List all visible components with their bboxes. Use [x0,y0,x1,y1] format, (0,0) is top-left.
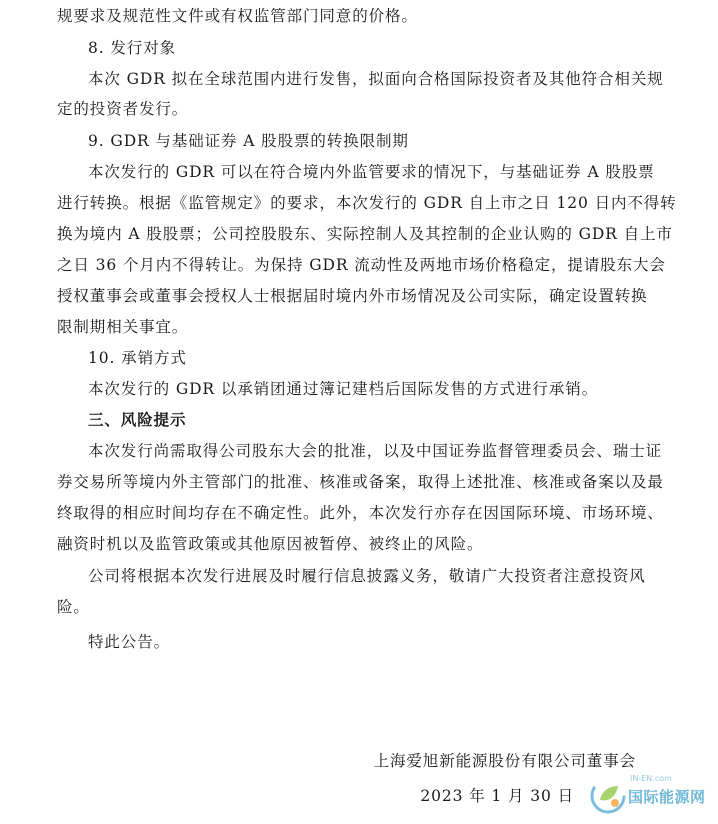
section-heading-8: 8. 发行对象 [88,39,177,57]
watermark-logo [588,770,716,820]
text-line: 融资时机以及监管政策或其他原因被暂停、被终止的风险。 [57,535,484,553]
text-line: 定的投资者发行。 [57,100,189,118]
signature-date: 2023 年 1 月 30 日 [420,787,574,805]
text-line: 规要求及规范性文件或有权监管部门同意的价格。 [57,7,418,25]
text-line: 本次发行的 GDR 以承销团通过簿记建档后国际发售的方式进行承销。 [88,380,599,398]
text-line: 本次发行尚需取得公司股东大会的批准，以及中国证券监督管理委员会、瑞士证 [88,442,663,460]
signature-company: 上海爱旭新能源股份有限公司董事会 [373,752,636,770]
watermark-site: IN-EN.com [630,774,672,783]
text-line: 本次 GDR 拟在全球范围内进行发售，拟面向合格国际投资者及其他符合相关规 [88,70,664,88]
text-line: 券交易所等境内外主管部门的批准、核准或备案，取得上述批准、核准或备案以及最 [57,473,664,491]
text-line: 换为境内 A 股股票；公司控股股东、实际控制人及其控制的企业认购的 GDR 自上市 [57,225,673,243]
section-heading-10: 10. 承销方式 [88,349,187,367]
text-line: 授权董事会或董事会授权人士根据届时境内外市场情况及公司实际，确定设置转换 [57,287,648,305]
section-heading-9: 9. GDR 与基础证券 A 股股票的转换限制期 [88,132,409,150]
text-line: 限制期相关事宜。 [57,318,189,336]
watermark-name: 国际能源网 [628,788,706,806]
text-line: 终取得的相应时间均存在不确定性。此外，本次发行亦存在因国际环境、市场环境、 [57,504,664,522]
text-line: 险。 [57,598,90,616]
text-line: 进行转换。根据《监管规定》的要求，本次发行的 GDR 自上市之日 120 日内不得转 [57,194,677,212]
risk-heading: 三、风险提示 [88,411,187,429]
closing-line: 特此公告。 [88,633,171,651]
text-line: 之日 36 个月内不得转让。为保持 GDR 流动性及两地市场价格稳定，提请股东大会 [57,256,666,274]
text-line: 本次发行的 GDR 可以在符合境内外监管要求的情况下，与基础证券 A 股股票 [88,163,655,181]
watermark-leaf-icon [588,776,628,816]
text-line: 公司将根据本次发行进展及时履行信息披露义务，敬请广大投资者注意投资风 [88,567,646,585]
